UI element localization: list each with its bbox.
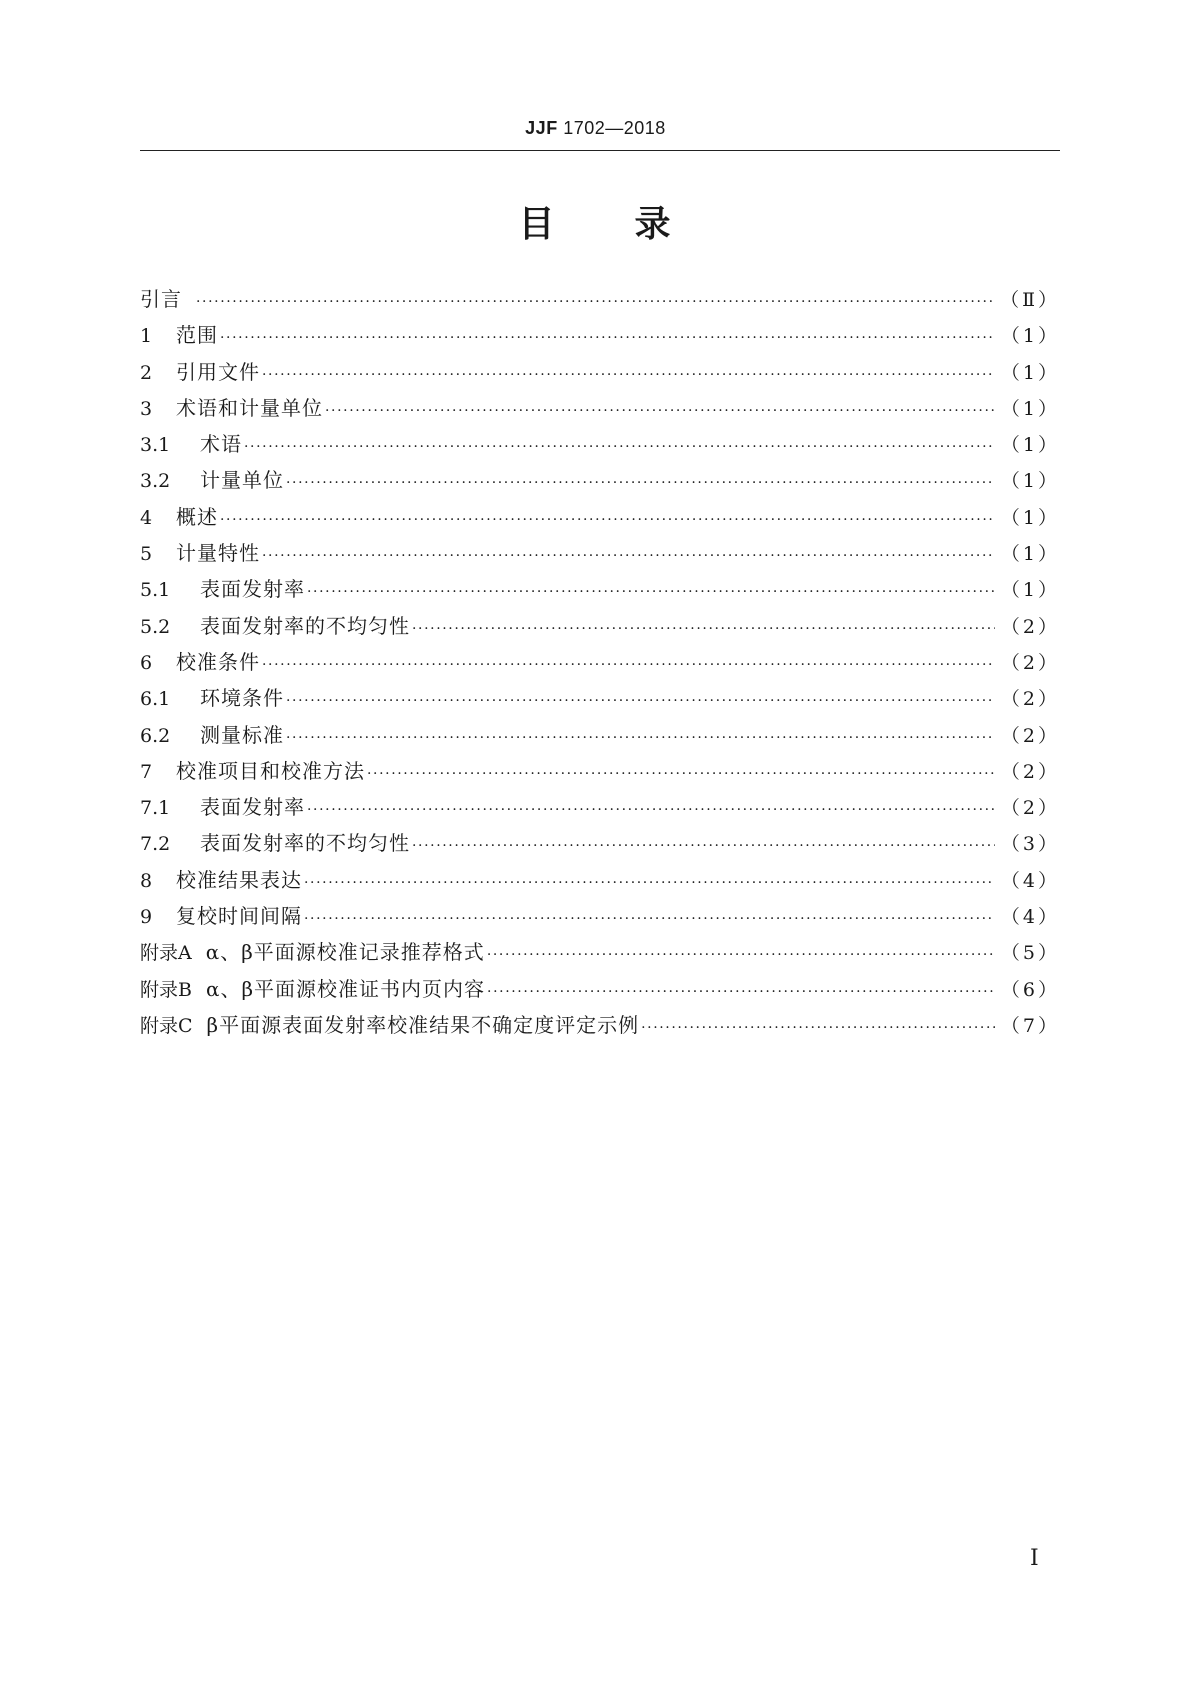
toc-entry-number: 5.1 — [140, 579, 171, 602]
toc-entry-page: （7） — [1000, 1014, 1060, 1037]
toc-entry-number: 3.2 — [140, 470, 171, 493]
toc-entry-page: （4） — [1000, 906, 1060, 929]
toc-entry-page: （Ⅱ） — [1000, 289, 1060, 311]
toc-entry-appendix[interactable] — [140, 934, 1060, 970]
toc-entry-page: （2） — [1000, 615, 1060, 638]
toc-entry-label: 计量单位 — [200, 468, 284, 493]
toc-leader-dots — [262, 357, 995, 393]
toc-entry-number: 4 — [140, 506, 153, 529]
toc-entry-label: 术语 — [200, 432, 242, 457]
toc-entry[interactable] — [140, 281, 1060, 317]
toc-entry-label: 复校时间间隔 — [176, 904, 302, 929]
toc-leader-dots — [220, 502, 995, 538]
toc-entry[interactable] — [140, 644, 1060, 680]
toc-entry-number: 7.1 — [140, 797, 171, 820]
toc-leader-dots — [307, 574, 995, 610]
toc-entry-page: （4） — [1000, 869, 1060, 892]
toc-entry-number: 5.2 — [140, 615, 171, 638]
toc-leader-dots — [262, 647, 995, 683]
toc-entry-page: （2） — [1000, 760, 1060, 783]
toc-entry-label: 表面发射率的不均匀性 — [200, 831, 410, 856]
toc-entry-page: （3） — [1000, 833, 1060, 856]
toc-entry-page: （5） — [1000, 942, 1060, 965]
toc-entry[interactable] — [140, 608, 1060, 644]
toc-entry-page: （1） — [1000, 543, 1060, 566]
toc-entry[interactable] — [140, 390, 1060, 426]
toc-entry-number: 附录C — [140, 1014, 193, 1037]
toc-entry-appendix[interactable] — [140, 971, 1060, 1007]
toc-entry-number: 6 — [140, 651, 153, 674]
toc-entry[interactable] — [140, 862, 1060, 898]
toc-entry-page: （6） — [1000, 978, 1060, 1001]
toc-entry-label: 表面发射率 — [200, 795, 305, 820]
toc-entry-page: （2） — [1000, 688, 1060, 711]
toc-entry-number: 5 — [140, 543, 153, 566]
toc-entry-label: 表面发射率的不均匀性 — [200, 613, 410, 638]
toc-leader-dots — [220, 320, 995, 356]
toc-entry[interactable] — [140, 825, 1060, 861]
toc-entry-label: 环境条件 — [200, 686, 284, 711]
toc-entry-label: 校准项目和校准方法 — [176, 758, 365, 783]
toc-entry-label: 概述 — [176, 504, 218, 529]
toc-leader-dots — [286, 465, 995, 501]
header-rule — [140, 150, 1060, 151]
title-char-2: 录 — [634, 204, 673, 245]
toc-entry[interactable] — [140, 354, 1060, 390]
toc-leader-dots — [641, 1010, 995, 1046]
toc-entry-number: 3.1 — [140, 434, 171, 457]
toc-entry-number: 8 — [140, 869, 153, 892]
toc-entry-number: 6.1 — [140, 688, 171, 711]
toc-entry-page: （1） — [1000, 397, 1060, 420]
toc-leader-dots — [487, 974, 995, 1010]
toc-entry-appendix[interactable] — [140, 1007, 1060, 1043]
toc-entry[interactable] — [140, 571, 1060, 607]
toc-entry[interactable] — [140, 680, 1060, 716]
table-of-contents — [140, 281, 1060, 1043]
document-code-prefix: JJF — [525, 118, 558, 138]
toc-entry-label: 术语和计量单位 — [176, 395, 323, 420]
toc-leader-dots — [307, 792, 995, 828]
toc-leader-dots — [244, 429, 995, 465]
toc-entry[interactable] — [140, 898, 1060, 934]
toc-leader-dots — [262, 538, 995, 574]
toc-leader-dots — [196, 284, 994, 320]
toc-leader-dots — [286, 683, 995, 719]
toc-entry-number: 7 — [140, 760, 153, 783]
toc-entry-number: 2 — [140, 361, 153, 384]
document-code — [0, 118, 1191, 139]
toc-leader-dots — [487, 937, 995, 973]
toc-entry[interactable] — [140, 426, 1060, 462]
toc-leader-dots — [325, 393, 995, 429]
toc-entry-page: （1） — [1000, 506, 1060, 529]
toc-entry[interactable] — [140, 717, 1060, 753]
toc-leader-dots — [304, 901, 995, 937]
toc-entry-number: 3 — [140, 397, 153, 420]
toc-entry[interactable] — [140, 499, 1060, 535]
toc-entry-label: 校准结果表达 — [176, 867, 302, 892]
toc-entry-page: （2） — [1000, 651, 1060, 674]
toc-entry-number: 9 — [140, 906, 153, 929]
toc-entry-page: （1） — [1000, 361, 1060, 384]
toc-entry-page: （2） — [1000, 797, 1060, 820]
toc-entry-label: 引用文件 — [176, 359, 260, 384]
toc-entry[interactable] — [140, 462, 1060, 498]
document-code-number: 1702—2018 — [563, 118, 666, 138]
toc-entry-label: 引言 — [140, 287, 182, 311]
toc-leader-dots — [412, 611, 995, 647]
toc-entry-label: 测量标准 — [200, 722, 284, 747]
toc-entry-number: 1 — [140, 325, 153, 348]
toc-entry-page: （1） — [1000, 325, 1060, 348]
toc-entry-page: （1） — [1000, 579, 1060, 602]
toc-entry-number: 附录A — [140, 942, 192, 965]
toc-entry[interactable] — [140, 317, 1060, 353]
toc-entry-number: 6.2 — [140, 724, 171, 747]
toc-entry-label: α、β平面源校准记录推荐格式 — [205, 940, 485, 965]
toc-entry-page: （1） — [1000, 434, 1060, 457]
page-number: Ⅰ — [1030, 1546, 1039, 1571]
toc-entry[interactable] — [140, 789, 1060, 825]
toc-entry-label: 表面发射率 — [200, 577, 305, 602]
toc-entry-label: β平面源表面发射率校准结果不确定度评定示例 — [206, 1012, 640, 1037]
toc-entry-page: （2） — [1000, 724, 1060, 747]
toc-entry-page: （1） — [1000, 470, 1060, 493]
toc-leader-dots — [412, 828, 995, 864]
toc-entry[interactable] — [140, 753, 1060, 789]
toc-entry-number: 附录B — [140, 978, 192, 1001]
toc-entry-label: α、β平面源校准证书内页内容 — [205, 976, 486, 1001]
toc-leader-dots — [367, 756, 995, 792]
page-title — [0, 196, 1191, 247]
toc-entry-label: 计量特性 — [176, 541, 260, 566]
title-char-1: 目 — [518, 204, 557, 245]
toc-entry-label: 校准条件 — [176, 649, 260, 674]
toc-leader-dots — [304, 865, 995, 901]
toc-leader-dots — [286, 720, 995, 756]
toc-entry-label: 范围 — [176, 323, 218, 348]
toc-entry[interactable] — [140, 535, 1060, 571]
toc-entry-number: 7.2 — [140, 833, 171, 856]
